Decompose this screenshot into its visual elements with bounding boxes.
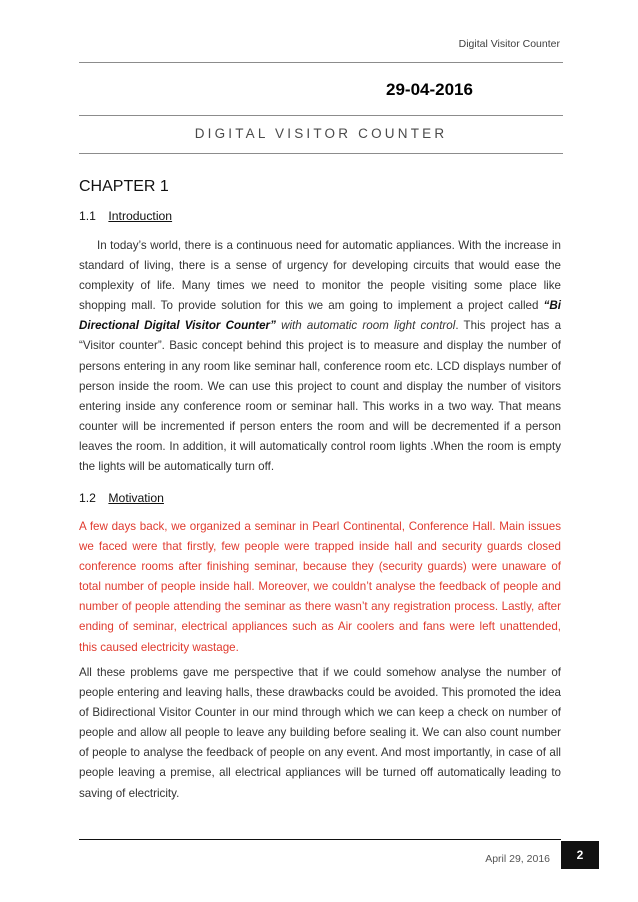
motivation-highlight-paragraph: A few days back, we organized a seminar in Pearl Continental, Conference Hall. Main issues we faced were that firstly, few people were trapped inside hall and security guards closed conference rooms after finishing seminar, because they (security guards) were unaware of total number of people inside hall. Moreover, we couldn’t analyse the feedback of people and number of people attending the seminar as there wasn’t any registration process. Lastly, after ending of seminar, electrical appliances such as Air coolers and fans were left unattended, this caused electricity wastage. [79, 520, 561, 654]
title-rule-top [79, 115, 563, 116]
section-heading-introduction [79, 209, 172, 223]
chapter-heading: CHAPTER 1 [79, 178, 169, 195]
project-name: “Bi Directional Digital Visitor Counter” [79, 299, 561, 333]
document-title: DIGITAL VISITOR COUNTER [194, 126, 448, 141]
section-number: 1.2 [79, 491, 96, 505]
section-title: Introduction [108, 209, 173, 223]
page-number: 2 [561, 841, 599, 869]
running-header: Digital Visitor Counter [458, 38, 560, 50]
footer-date: April 29, 2016 [485, 853, 550, 865]
section-title: Motivation [108, 491, 164, 505]
motivation-body-paragraph: All these problems gave me perspective that if we could somehow analyse the number of people entering and leaving halls, these drawbacks could be avoided. This promoted the idea of Bidirectional Visitor Counter in our mind through which we can keep a check on number of people and allow all people to leave any building before sealing it. We can also count number of people to analyse the feedback of people on any event. And most importantly, in case of all people leaving a premise, all electrical appliances will be turned off automatically leading to saving of electricity. [79, 666, 561, 800]
section-number: 1.1 [79, 209, 96, 223]
footer-rule [79, 839, 561, 840]
title-rule-bottom [79, 153, 563, 154]
header-rule [79, 62, 563, 63]
intro-text-start: In today’s world, there is a continuous need for automatic appliances. With the increase in standard of living, there is a sense of urgency for developing circuits that would ease the complexity of life. Many times we need to monitor the people visiting some place like shopping mall. To provide solution for this we am going to implement a project called [79, 239, 561, 313]
project-subtitle: with automatic room light control [275, 319, 456, 333]
date-heading: 29-04-2016 [386, 80, 473, 99]
introduction-paragraph [79, 236, 561, 477]
intro-text-end: . This project has a “Visitor counter”. Basic concept behind this project is to measure and display the number of persons entering in any room like seminar hall, conference room etc. LCD displays number of person inside the room. We can use this project to count and display the number of visitors entering inside any conference room or seminar hall. This works in a two way. That means counter will be incremented if person enters the room and will be decremented if a person leaves the room. In addition, it will automatically control room lights .When the room is empty the lights will be automatically turn off. [79, 319, 562, 474]
section-heading-motivation [79, 491, 164, 505]
